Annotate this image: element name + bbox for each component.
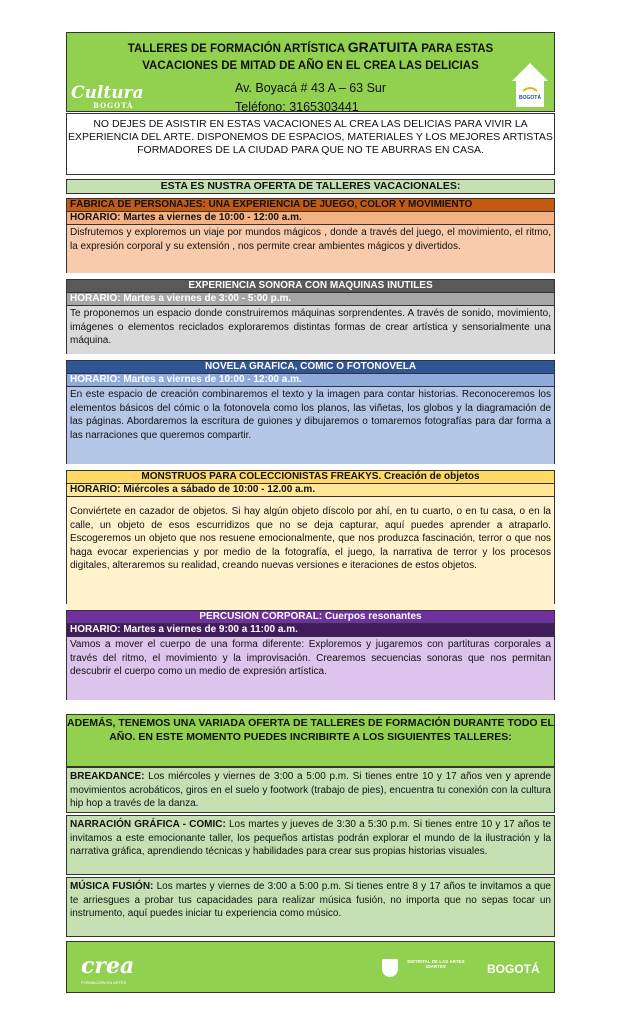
workshop-title: NOVELA GRÁFICA, CÓMIC O FOTONOVELA bbox=[67, 361, 554, 373]
district-shield-icon bbox=[382, 959, 398, 977]
year-workshop-name: NARRACIÓN GRÁFICA - COMIC: bbox=[70, 819, 226, 830]
workshop-title: FÁBRICA DE PERSONAJES: UNA EXPERIENCIA DE JUEGO, COLOR Y MOVIMIENTO bbox=[67, 199, 554, 211]
year-workshop-musica bbox=[66, 877, 555, 937]
title-line-2: VACACIONES DE MITAD DE AÑO EN EL CREA LAS DELICIAS bbox=[142, 60, 479, 72]
idartes-logo: DISTRITAL DE LAS ARTES IDARTES bbox=[407, 959, 465, 969]
workshop-description: Vamos a mover el cuerpo de una forma diferente: Exploremos y jugaremos con partituras corporales a través del ritmo, el movimiento y la improvisación. Crearemos secuencias sonoras que nos permitan descubrir el cuerpo como un medio de expresión artística. bbox=[67, 636, 554, 700]
workshop-description: En este espacio de creación combinaremos el texto y la imagen para contar historias. Reconoceremos los elementos básicos del cómic o la fotonovela como los planos, las viñetas, los globos y la diagramación de las páginas. Abordaremos la escritura de guiones y dibujaremos o tomaremos fotografías para dar forma a las narraciones que queremos compartir. bbox=[67, 386, 554, 464]
workshop-maquinas bbox=[66, 279, 555, 354]
bogota-logo: BOGOTÁ bbox=[487, 962, 540, 976]
address: Av. Boyacá # 43 A – 63 Sur bbox=[235, 81, 387, 95]
year-workshop-name: BREAKDANCE: bbox=[70, 771, 145, 782]
year-workshop-text: Los martes y viernes de 3:00 a 5:00 p.m. Si tienes entre 8 y 17 años te invitamos a que te arriesgues a probar tus capacidades para realizar música fusión, no importa que no sepas tocar un instrumento, aquí puedes iniciar tu experiencia como músico. bbox=[70, 881, 551, 919]
workshop-title: MONSTRUOS PARA COLECCIONISTAS FREAKYS. Creación de objetos bbox=[67, 471, 554, 483]
workshop-monstruos bbox=[66, 470, 555, 604]
year-offer-title: ADEMÁS, TENEMOS UNA VARIADA OFERTA DE TALLERES DE FORMACIÓN DURANTE TODO EL AÑO. EN ESTE MOMENTO PUEDES INCRIBIRTE A LOS SIGUIENTES TALLERES: bbox=[66, 714, 555, 767]
workshop-title: EXPERIENCIA SONORA CON MÁQUINAS INÚTILES bbox=[67, 280, 554, 292]
workshop-novela-grafica bbox=[66, 360, 555, 464]
header-banner bbox=[66, 32, 555, 112]
house-logo-text: BOGOTÁ bbox=[519, 95, 541, 101]
workshop-schedule: HORARIO: Martes a viernes de 10:00 - 12:00 a.m. bbox=[67, 373, 554, 386]
year-workshop-text: Los miércoles y viernes de 3:00 a 5:00 p.m. Si tienes entre 10 y 17 años ven y aprende movimientos acrobáticos, giros en el suelo y footwork (trabajo de pies), encuentra tu conexión con la cultura hip hop a través de la danza. bbox=[70, 771, 551, 809]
year-workshop-text: Los martes y jueves de 3:30 a 5:30 p.m. Si tienes entre 10 y 17 años te invitamos a este emocionante taller, los pequeños artistas podrán explorar el mundo de la ilustración y la narrativa gráfica, aprendiendo técnicas y habilidades para crear sus propias historias visuales. bbox=[70, 819, 551, 857]
year-workshop-narracion bbox=[66, 815, 555, 875]
workshop-description: Disfrutemos y exploremos un viaje por mundos mágicos , donde a través del juego, el movimiento, el ritmo, la expresión corporal y su extensión , nos permite crear ambientes mágicos y divertidos. bbox=[67, 224, 554, 273]
workshop-schedule: HORARIO: Martes a viernes de 9:00 a 11:00 a.m. bbox=[67, 623, 554, 636]
offer-title: ESTA ES NUSTRA OFERTA DE TALLERES VACACIONALES: bbox=[66, 179, 555, 194]
workshop-schedule: HORARIO: Martes a viernes de 10:00 - 12:00 a.m. bbox=[67, 211, 554, 224]
workshop-fabrica bbox=[66, 198, 555, 273]
crea-logo: crea bbox=[81, 953, 135, 979]
title-highlight: GRATUITA bbox=[347, 39, 419, 55]
title-line-1: TALLERES DE FORMACIÓN ARTÍSTICA GRATUITA PARA ESTAS bbox=[127, 39, 494, 55]
workshop-schedule: HORARIO: Miércoles a sábado de 10:00 - 12.00 a.m. bbox=[67, 483, 554, 496]
bogota-house-logo bbox=[510, 61, 550, 109]
crea-logo-subtitle: FORMACIÓN EN ARTES bbox=[81, 980, 127, 985]
year-workshop-breakdance bbox=[66, 767, 555, 813]
year-workshop-name: MÚSICA FUSIÓN: bbox=[70, 881, 154, 892]
intro-text: NO DEJES DE ASISTIR EN ESTAS VACACIONES AL CREA LAS DELICIAS PARA VIVIR LA EXPERIENCIA DEL ARTE. DISPONEMOS DE ESPACIOS, MATERIALES Y LOS MEJORES ARTISTAS FORMADORES DE LA CIUDAD PARA QUE NO TE ABURRAS EN CASA. bbox=[66, 113, 555, 175]
workshop-description: Conviértete en cazador de objetos. Si hay algún objeto díscolo por ahí, en tu cuarto, o en tu casa, o en la calle, un objeto de esos escurridizos que no se deja capturar, aquí puedes aprender a atraparlo. Escogeremos un objeto que nos resuene emocionalmente, que nos produzca fascinación, terror o que nos haga evocar experiencias y por medio de la fotografía, el juego, la narrativa de terror y los procesos digitales, alteraremos su realidad, creando nuevas versiones e iteraciones de estos objetos. bbox=[67, 496, 554, 611]
workshop-description: Te proponemos un espacio donde construiremos máquinas sorprendentes. A través de sonido, movimiento, imágenes o elementos reciclados exploraremos distintas formas de crear artística y sensorialmente una máquina. bbox=[67, 305, 554, 354]
footer-logos bbox=[66, 941, 555, 993]
phone: Teléfono: 3165303441 bbox=[235, 100, 359, 114]
workshop-percusion bbox=[66, 610, 555, 700]
workshop-title: PERCUSIÓN CORPORAL: Cuerpos resonantes bbox=[67, 611, 554, 623]
workshop-schedule: HORARIO: Martes a viernes de 3:00 - 5:00 p.m. bbox=[67, 292, 554, 305]
cultura-logo: Cultura BOGOTÁ bbox=[71, 83, 144, 110]
